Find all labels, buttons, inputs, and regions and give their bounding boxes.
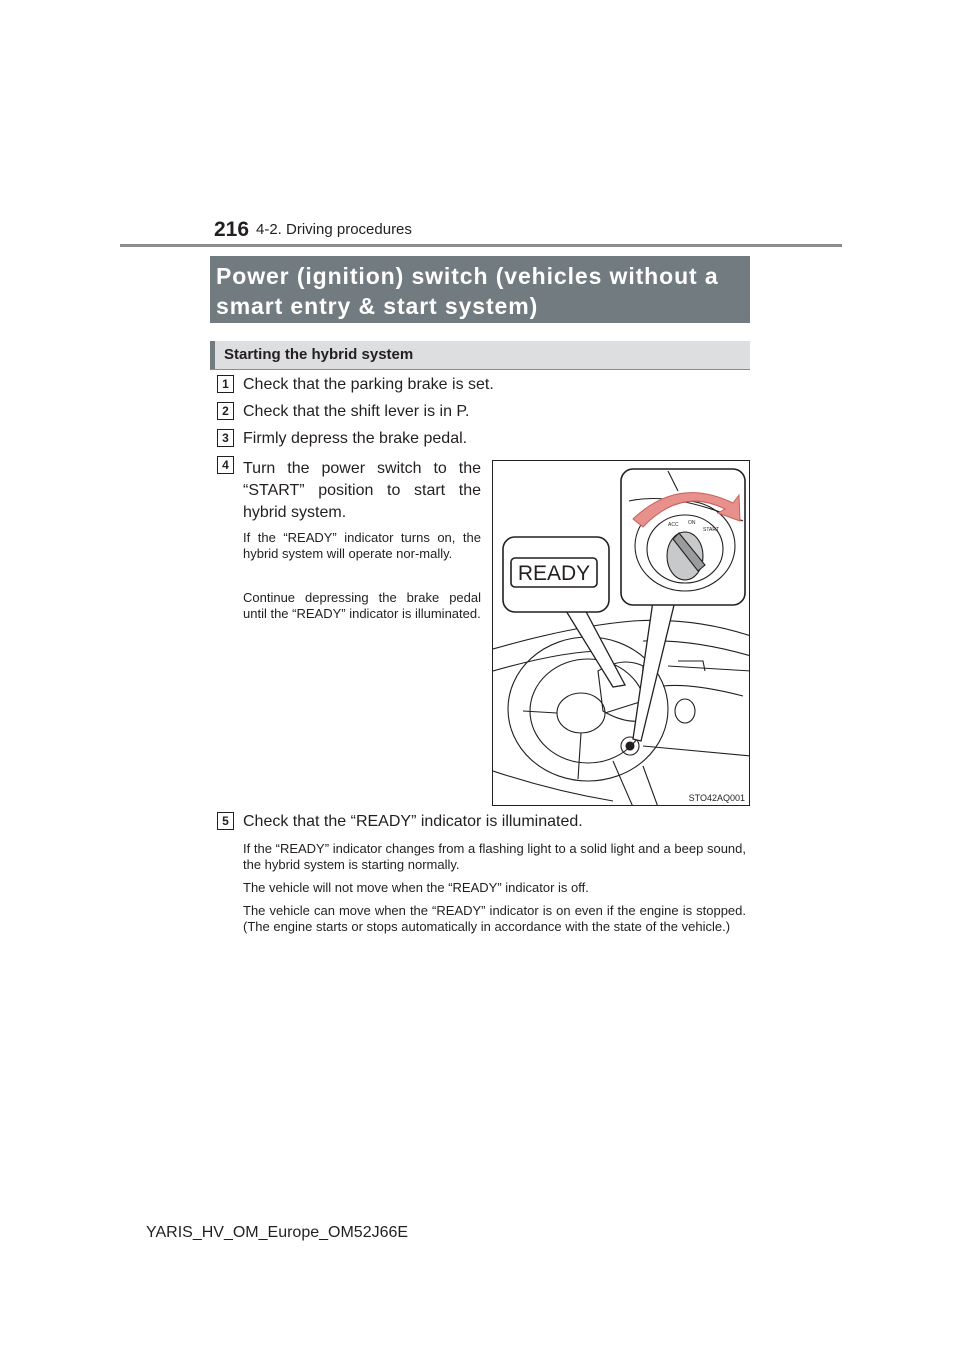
- section-title: [210, 256, 750, 323]
- step-5-number: 5: [217, 812, 234, 830]
- console-vent-line: [678, 661, 705, 671]
- step-5-text: Check that the “READY” indicator is illuminated.: [243, 813, 583, 830]
- step-4-text: Turn the power switch to the “START” position to start the hybrid system.: [243, 460, 481, 521]
- console-line: [668, 666, 750, 671]
- step-3-text: Firmly depress the brake pedal.: [243, 430, 468, 447]
- step-4-number: 4: [217, 456, 234, 474]
- ignition-figure: [492, 460, 750, 806]
- step-3-number: 3: [217, 429, 234, 447]
- step-2-number: 2: [217, 402, 234, 420]
- section-label: 4-2. Driving procedures: [256, 221, 412, 238]
- ready-callout-pointer: [563, 606, 625, 687]
- step-5-note-1: If the “READY” indicator changes from a flashing light to a solid light and a beep sound, the hybrid system is starting normally.: [243, 841, 746, 872]
- step-5-note-2: The vehicle will not move when the “READY” indicator is off.: [243, 880, 589, 895]
- subsection-heading: [210, 341, 750, 370]
- steering-hub: [557, 693, 605, 733]
- section-title-line-2: smart entry & start system): [216, 293, 539, 319]
- dashboard-line-2: [493, 651, 603, 671]
- header-rule: [120, 244, 842, 247]
- step-2-text: Check that the shift lever is in P.: [243, 403, 470, 420]
- dash-panel-curve: [663, 685, 743, 696]
- ignition-cylinder-core: [626, 742, 634, 750]
- step-1-text: Check that the parking brake is set.: [243, 376, 494, 393]
- step-4-note-2: Continue depressing the brake pedal until the “READY” indicator is illuminated.: [243, 590, 481, 621]
- subsection-bar: [210, 341, 215, 369]
- footer-code: YARIS_HV_OM_Europe_OM52J66E: [146, 1224, 409, 1241]
- subsection-title: Starting the hybrid system: [224, 346, 414, 363]
- lower-body: [493, 771, 613, 801]
- switch-label-on: ON: [688, 520, 696, 526]
- lower-dash: [643, 746, 750, 756]
- step-4-note-1: If the “READY” indicator turns on, the hybrid system will operate nor-mally.: [243, 530, 481, 561]
- dashboard-illustration: [493, 461, 750, 806]
- air-vent: [675, 699, 695, 723]
- step-1-number: 1: [217, 375, 234, 393]
- step-5-note-3: The vehicle can move when the “READY” indicator is on even if the engine is stopped. (The engine starts or stops automatically in accordance with the state of the vehicle.): [243, 903, 746, 934]
- switch-label-acc: ACC: [668, 522, 679, 528]
- switch-label-start: START: [703, 527, 719, 533]
- dashboard-top-line: [493, 620, 750, 649]
- page-number: 216: [214, 218, 250, 241]
- section-title-line-1: Power (ignition) switch (vehicles without a: [216, 263, 719, 289]
- ready-indicator-text: READY: [517, 562, 591, 585]
- column-line: [613, 761, 658, 806]
- switch-callout-pointer: [633, 601, 675, 741]
- figure-code: STO42AQ001: [688, 793, 745, 803]
